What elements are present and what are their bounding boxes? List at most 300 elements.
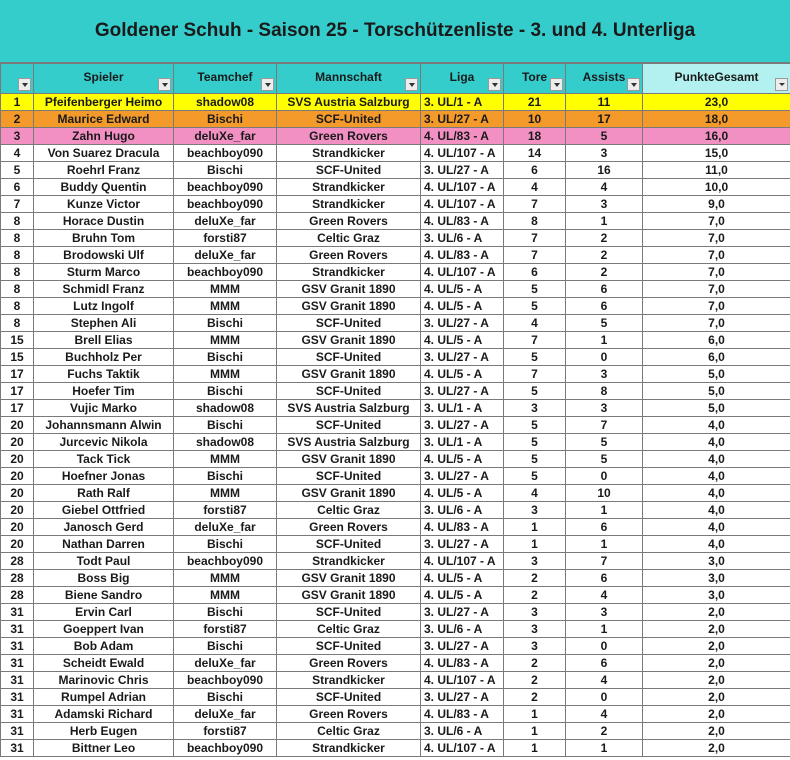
cell-mannschaft[interactable]: Green Rovers bbox=[277, 519, 421, 536]
cell-tore[interactable]: 14 bbox=[504, 145, 566, 162]
cell-punkte[interactable]: 2,0 bbox=[643, 740, 790, 757]
cell-tore[interactable]: 4 bbox=[504, 315, 566, 332]
cell-punkte[interactable]: 2,0 bbox=[643, 621, 790, 638]
cell-liga[interactable]: 3. UL/27 - A bbox=[421, 383, 504, 400]
cell-spieler[interactable]: Roehrl Franz bbox=[34, 162, 174, 179]
cell-punkte[interactable]: 2,0 bbox=[643, 638, 790, 655]
cell-punkte[interactable]: 2,0 bbox=[643, 655, 790, 672]
cell-assists[interactable]: 4 bbox=[566, 587, 643, 604]
cell-tore[interactable]: 7 bbox=[504, 196, 566, 213]
cell-mannschaft[interactable]: Green Rovers bbox=[277, 213, 421, 230]
cell-tore[interactable]: 5 bbox=[504, 417, 566, 434]
cell-assists[interactable]: 7 bbox=[566, 553, 643, 570]
cell-spieler[interactable]: Pfeifenberger Heimo bbox=[34, 94, 174, 111]
cell-teamchef[interactable]: Bischi bbox=[174, 536, 277, 553]
cell-spieler[interactable]: Maurice Edward bbox=[34, 111, 174, 128]
cell-teamchef[interactable]: deluXe_far bbox=[174, 519, 277, 536]
cell-mannschaft[interactable]: SCF-United bbox=[277, 689, 421, 706]
cell-punkte[interactable]: 2,0 bbox=[643, 672, 790, 689]
cell-mannschaft[interactable]: SCF-United bbox=[277, 349, 421, 366]
cell-tore[interactable]: 5 bbox=[504, 349, 566, 366]
cell-assists[interactable]: 16 bbox=[566, 162, 643, 179]
cell-teamchef[interactable]: shadow08 bbox=[174, 400, 277, 417]
cell-tore[interactable]: 3 bbox=[504, 553, 566, 570]
cell-tore[interactable]: 5 bbox=[504, 434, 566, 451]
cell-teamchef[interactable]: shadow08 bbox=[174, 94, 277, 111]
cell-mannschaft[interactable]: SCF-United bbox=[277, 315, 421, 332]
cell-assists[interactable]: 3 bbox=[566, 196, 643, 213]
cell-tore[interactable]: 5 bbox=[504, 281, 566, 298]
cell-tore[interactable]: 7 bbox=[504, 247, 566, 264]
cell-liga[interactable]: 4. UL/5 - A bbox=[421, 451, 504, 468]
cell-mannschaft[interactable]: Green Rovers bbox=[277, 247, 421, 264]
cell-punkte[interactable]: 5,0 bbox=[643, 366, 790, 383]
cell-assists[interactable]: 3 bbox=[566, 145, 643, 162]
cell-rank[interactable]: 7 bbox=[1, 196, 34, 213]
cell-punkte[interactable]: 4,0 bbox=[643, 519, 790, 536]
cell-rank[interactable]: 31 bbox=[1, 689, 34, 706]
cell-spieler[interactable]: Hoefner Jonas bbox=[34, 468, 174, 485]
cell-mannschaft[interactable]: Strandkicker bbox=[277, 179, 421, 196]
cell-spieler[interactable]: Goeppert Ivan bbox=[34, 621, 174, 638]
cell-teamchef[interactable]: MMM bbox=[174, 332, 277, 349]
cell-tore[interactable]: 2 bbox=[504, 672, 566, 689]
cell-liga[interactable]: 4. UL/5 - A bbox=[421, 281, 504, 298]
cell-rank[interactable]: 4 bbox=[1, 145, 34, 162]
cell-assists[interactable]: 1 bbox=[566, 740, 643, 757]
filter-dropdown-icon[interactable] bbox=[261, 78, 274, 91]
cell-rank[interactable]: 20 bbox=[1, 417, 34, 434]
cell-mannschaft[interactable]: SVS Austria Salzburg bbox=[277, 434, 421, 451]
cell-assists[interactable]: 7 bbox=[566, 417, 643, 434]
cell-spieler[interactable]: Herb Eugen bbox=[34, 723, 174, 740]
cell-teamchef[interactable]: deluXe_far bbox=[174, 247, 277, 264]
cell-punkte[interactable]: 7,0 bbox=[643, 264, 790, 281]
cell-liga[interactable]: 4. UL/83 - A bbox=[421, 213, 504, 230]
cell-liga[interactable]: 3. UL/27 - A bbox=[421, 315, 504, 332]
cell-teamchef[interactable]: MMM bbox=[174, 298, 277, 315]
cell-assists[interactable]: 6 bbox=[566, 298, 643, 315]
cell-punkte[interactable]: 7,0 bbox=[643, 281, 790, 298]
cell-teamchef[interactable]: beachboy090 bbox=[174, 672, 277, 689]
cell-spieler[interactable]: Adamski Richard bbox=[34, 706, 174, 723]
cell-mannschaft[interactable]: SCF-United bbox=[277, 383, 421, 400]
cell-mannschaft[interactable]: SCF-United bbox=[277, 604, 421, 621]
cell-spieler[interactable]: Kunze Victor bbox=[34, 196, 174, 213]
cell-mannschaft[interactable]: GSV Granit 1890 bbox=[277, 332, 421, 349]
cell-punkte[interactable]: 4,0 bbox=[643, 502, 790, 519]
cell-assists[interactable]: 0 bbox=[566, 349, 643, 366]
cell-assists[interactable]: 3 bbox=[566, 604, 643, 621]
cell-punkte[interactable]: 15,0 bbox=[643, 145, 790, 162]
cell-liga[interactable]: 4. UL/83 - A bbox=[421, 247, 504, 264]
cell-teamchef[interactable]: Bischi bbox=[174, 111, 277, 128]
cell-tore[interactable]: 1 bbox=[504, 740, 566, 757]
cell-liga[interactable]: 3. UL/6 - A bbox=[421, 723, 504, 740]
cell-teamchef[interactable]: MMM bbox=[174, 281, 277, 298]
cell-liga[interactable]: 4. UL/5 - A bbox=[421, 570, 504, 587]
cell-liga[interactable]: 3. UL/27 - A bbox=[421, 689, 504, 706]
cell-punkte[interactable]: 5,0 bbox=[643, 400, 790, 417]
cell-liga[interactable]: 4. UL/83 - A bbox=[421, 706, 504, 723]
cell-spieler[interactable]: Giebel Ottfried bbox=[34, 502, 174, 519]
filter-dropdown-icon[interactable] bbox=[488, 78, 501, 91]
cell-teamchef[interactable]: Bischi bbox=[174, 604, 277, 621]
cell-spieler[interactable]: Biene Sandro bbox=[34, 587, 174, 604]
cell-rank[interactable]: 8 bbox=[1, 247, 34, 264]
cell-liga[interactable]: 3. UL/1 - A bbox=[421, 400, 504, 417]
cell-liga[interactable]: 3. UL/1 - A bbox=[421, 434, 504, 451]
cell-liga[interactable]: 4. UL/5 - A bbox=[421, 587, 504, 604]
cell-rank[interactable]: 31 bbox=[1, 672, 34, 689]
cell-punkte[interactable]: 3,0 bbox=[643, 553, 790, 570]
cell-liga[interactable]: 3. UL/6 - A bbox=[421, 230, 504, 247]
cell-punkte[interactable]: 6,0 bbox=[643, 349, 790, 366]
filter-dropdown-icon[interactable] bbox=[627, 78, 640, 91]
cell-tore[interactable]: 3 bbox=[504, 400, 566, 417]
cell-assists[interactable]: 1 bbox=[566, 621, 643, 638]
cell-mannschaft[interactable]: Green Rovers bbox=[277, 655, 421, 672]
cell-mannschaft[interactable]: SCF-United bbox=[277, 111, 421, 128]
cell-rank[interactable]: 20 bbox=[1, 451, 34, 468]
cell-rank[interactable]: 5 bbox=[1, 162, 34, 179]
cell-teamchef[interactable]: Bischi bbox=[174, 162, 277, 179]
cell-assists[interactable]: 3 bbox=[566, 400, 643, 417]
cell-rank[interactable]: 20 bbox=[1, 519, 34, 536]
cell-mannschaft[interactable]: GSV Granit 1890 bbox=[277, 298, 421, 315]
cell-teamchef[interactable]: beachboy090 bbox=[174, 553, 277, 570]
cell-mannschaft[interactable]: Celtic Graz bbox=[277, 230, 421, 247]
sort-filter-dropdown-icon[interactable] bbox=[775, 78, 788, 91]
filter-dropdown-icon[interactable] bbox=[550, 78, 563, 91]
cell-rank[interactable]: 31 bbox=[1, 723, 34, 740]
cell-tore[interactable]: 4 bbox=[504, 485, 566, 502]
cell-spieler[interactable]: Ervin Carl bbox=[34, 604, 174, 621]
cell-mannschaft[interactable]: SCF-United bbox=[277, 417, 421, 434]
cell-mannschaft[interactable]: GSV Granit 1890 bbox=[277, 570, 421, 587]
cell-liga[interactable]: 3. UL/27 - A bbox=[421, 417, 504, 434]
cell-assists[interactable]: 1 bbox=[566, 332, 643, 349]
cell-teamchef[interactable]: forsti87 bbox=[174, 723, 277, 740]
cell-tore[interactable]: 3 bbox=[504, 621, 566, 638]
cell-tore[interactable]: 21 bbox=[504, 94, 566, 111]
cell-spieler[interactable]: Tack Tick bbox=[34, 451, 174, 468]
cell-punkte[interactable]: 7,0 bbox=[643, 298, 790, 315]
cell-tore[interactable]: 2 bbox=[504, 587, 566, 604]
cell-rank[interactable]: 28 bbox=[1, 553, 34, 570]
cell-rank[interactable]: 28 bbox=[1, 570, 34, 587]
cell-rank[interactable]: 15 bbox=[1, 349, 34, 366]
cell-rank[interactable]: 31 bbox=[1, 621, 34, 638]
cell-teamchef[interactable]: forsti87 bbox=[174, 621, 277, 638]
cell-spieler[interactable]: Jurcevic Nikola bbox=[34, 434, 174, 451]
cell-assists[interactable]: 1 bbox=[566, 502, 643, 519]
cell-teamchef[interactable]: forsti87 bbox=[174, 502, 277, 519]
cell-tore[interactable]: 7 bbox=[504, 332, 566, 349]
cell-assists[interactable]: 6 bbox=[566, 570, 643, 587]
cell-assists[interactable]: 5 bbox=[566, 451, 643, 468]
cell-tore[interactable]: 5 bbox=[504, 298, 566, 315]
cell-assists[interactable]: 0 bbox=[566, 638, 643, 655]
cell-punkte[interactable]: 6,0 bbox=[643, 332, 790, 349]
cell-spieler[interactable]: Boss Big bbox=[34, 570, 174, 587]
cell-tore[interactable]: 3 bbox=[504, 638, 566, 655]
cell-spieler[interactable]: Rath Ralf bbox=[34, 485, 174, 502]
cell-liga[interactable]: 3. UL/27 - A bbox=[421, 536, 504, 553]
cell-punkte[interactable]: 4,0 bbox=[643, 451, 790, 468]
cell-liga[interactable]: 3. UL/27 - A bbox=[421, 349, 504, 366]
cell-liga[interactable]: 3. UL/27 - A bbox=[421, 638, 504, 655]
cell-liga[interactable]: 4. UL/107 - A bbox=[421, 179, 504, 196]
cell-mannschaft[interactable]: SVS Austria Salzburg bbox=[277, 94, 421, 111]
cell-rank[interactable]: 20 bbox=[1, 536, 34, 553]
cell-liga[interactable]: 4. UL/5 - A bbox=[421, 298, 504, 315]
cell-tore[interactable]: 4 bbox=[504, 179, 566, 196]
cell-tore[interactable]: 7 bbox=[504, 230, 566, 247]
cell-punkte[interactable]: 7,0 bbox=[643, 247, 790, 264]
cell-spieler[interactable]: Vujic Marko bbox=[34, 400, 174, 417]
cell-mannschaft[interactable]: Celtic Graz bbox=[277, 621, 421, 638]
cell-assists[interactable]: 2 bbox=[566, 230, 643, 247]
cell-teamchef[interactable]: beachboy090 bbox=[174, 264, 277, 281]
cell-spieler[interactable]: Hoefer Tim bbox=[34, 383, 174, 400]
cell-mannschaft[interactable]: SCF-United bbox=[277, 536, 421, 553]
cell-mannschaft[interactable]: GSV Granit 1890 bbox=[277, 366, 421, 383]
cell-mannschaft[interactable]: Strandkicker bbox=[277, 672, 421, 689]
cell-assists[interactable]: 6 bbox=[566, 519, 643, 536]
cell-assists[interactable]: 10 bbox=[566, 485, 643, 502]
cell-teamchef[interactable]: Bischi bbox=[174, 315, 277, 332]
cell-punkte[interactable]: 4,0 bbox=[643, 485, 790, 502]
cell-punkte[interactable]: 4,0 bbox=[643, 536, 790, 553]
cell-teamchef[interactable]: beachboy090 bbox=[174, 179, 277, 196]
cell-mannschaft[interactable]: Strandkicker bbox=[277, 145, 421, 162]
cell-rank[interactable]: 17 bbox=[1, 383, 34, 400]
cell-mannschaft[interactable]: SVS Austria Salzburg bbox=[277, 400, 421, 417]
cell-rank[interactable]: 31 bbox=[1, 655, 34, 672]
cell-teamchef[interactable]: MMM bbox=[174, 451, 277, 468]
cell-mannschaft[interactable]: GSV Granit 1890 bbox=[277, 281, 421, 298]
cell-rank[interactable]: 31 bbox=[1, 604, 34, 621]
cell-punkte[interactable]: 3,0 bbox=[643, 570, 790, 587]
cell-rank[interactable]: 8 bbox=[1, 213, 34, 230]
cell-teamchef[interactable]: MMM bbox=[174, 485, 277, 502]
filter-dropdown-icon[interactable] bbox=[18, 78, 31, 91]
cell-assists[interactable]: 0 bbox=[566, 689, 643, 706]
cell-assists[interactable]: 4 bbox=[566, 706, 643, 723]
cell-punkte[interactable]: 16,0 bbox=[643, 128, 790, 145]
cell-spieler[interactable]: Janosch Gerd bbox=[34, 519, 174, 536]
cell-rank[interactable]: 15 bbox=[1, 332, 34, 349]
cell-assists[interactable]: 4 bbox=[566, 179, 643, 196]
cell-assists[interactable]: 2 bbox=[566, 264, 643, 281]
cell-assists[interactable]: 3 bbox=[566, 366, 643, 383]
cell-rank[interactable]: 17 bbox=[1, 366, 34, 383]
cell-tore[interactable]: 5 bbox=[504, 383, 566, 400]
cell-spieler[interactable]: Stephen Ali bbox=[34, 315, 174, 332]
cell-assists[interactable]: 17 bbox=[566, 111, 643, 128]
cell-liga[interactable]: 4. UL/83 - A bbox=[421, 128, 504, 145]
cell-punkte[interactable]: 2,0 bbox=[643, 706, 790, 723]
cell-rank[interactable]: 31 bbox=[1, 638, 34, 655]
cell-punkte[interactable]: 2,0 bbox=[643, 689, 790, 706]
cell-spieler[interactable]: Scheidt Ewald bbox=[34, 655, 174, 672]
cell-liga[interactable]: 4. UL/107 - A bbox=[421, 553, 504, 570]
cell-assists[interactable]: 8 bbox=[566, 383, 643, 400]
cell-mannschaft[interactable]: SCF-United bbox=[277, 468, 421, 485]
cell-tore[interactable]: 1 bbox=[504, 519, 566, 536]
cell-teamchef[interactable]: Bischi bbox=[174, 689, 277, 706]
cell-spieler[interactable]: Brodowski Ulf bbox=[34, 247, 174, 264]
cell-mannschaft[interactable]: GSV Granit 1890 bbox=[277, 485, 421, 502]
cell-punkte[interactable]: 18,0 bbox=[643, 111, 790, 128]
cell-teamchef[interactable]: MMM bbox=[174, 587, 277, 604]
cell-rank[interactable]: 8 bbox=[1, 230, 34, 247]
cell-liga[interactable]: 4. UL/5 - A bbox=[421, 332, 504, 349]
cell-punkte[interactable]: 11,0 bbox=[643, 162, 790, 179]
cell-punkte[interactable]: 4,0 bbox=[643, 434, 790, 451]
cell-spieler[interactable]: Bittner Leo bbox=[34, 740, 174, 757]
cell-tore[interactable]: 2 bbox=[504, 655, 566, 672]
cell-spieler[interactable]: Marinovic Chris bbox=[34, 672, 174, 689]
cell-tore[interactable]: 2 bbox=[504, 689, 566, 706]
cell-punkte[interactable]: 7,0 bbox=[643, 315, 790, 332]
cell-teamchef[interactable]: deluXe_far bbox=[174, 655, 277, 672]
cell-liga[interactable]: 3. UL/1 - A bbox=[421, 94, 504, 111]
cell-tore[interactable]: 18 bbox=[504, 128, 566, 145]
cell-liga[interactable]: 3. UL/6 - A bbox=[421, 621, 504, 638]
cell-rank[interactable]: 8 bbox=[1, 315, 34, 332]
cell-teamchef[interactable]: forsti87 bbox=[174, 230, 277, 247]
cell-liga[interactable]: 4. UL/107 - A bbox=[421, 672, 504, 689]
cell-assists[interactable]: 11 bbox=[566, 94, 643, 111]
cell-rank[interactable]: 31 bbox=[1, 740, 34, 757]
cell-spieler[interactable]: Brell Elias bbox=[34, 332, 174, 349]
cell-tore[interactable]: 6 bbox=[504, 264, 566, 281]
cell-liga[interactable]: 3. UL/27 - A bbox=[421, 111, 504, 128]
cell-spieler[interactable]: Bob Adam bbox=[34, 638, 174, 655]
cell-liga[interactable]: 4. UL/107 - A bbox=[421, 196, 504, 213]
cell-assists[interactable]: 5 bbox=[566, 434, 643, 451]
cell-tore[interactable]: 1 bbox=[504, 536, 566, 553]
cell-spieler[interactable]: Schmidl Franz bbox=[34, 281, 174, 298]
cell-rank[interactable]: 6 bbox=[1, 179, 34, 196]
cell-liga[interactable]: 3. UL/6 - A bbox=[421, 502, 504, 519]
cell-tore[interactable]: 5 bbox=[504, 468, 566, 485]
cell-mannschaft[interactable]: Strandkicker bbox=[277, 740, 421, 757]
cell-liga[interactable]: 4. UL/107 - A bbox=[421, 145, 504, 162]
cell-assists[interactable]: 4 bbox=[566, 672, 643, 689]
cell-rank[interactable]: 3 bbox=[1, 128, 34, 145]
cell-punkte[interactable]: 7,0 bbox=[643, 230, 790, 247]
cell-spieler[interactable]: Lutz Ingolf bbox=[34, 298, 174, 315]
cell-rank[interactable]: 20 bbox=[1, 485, 34, 502]
cell-tore[interactable]: 3 bbox=[504, 502, 566, 519]
cell-teamchef[interactable]: Bischi bbox=[174, 468, 277, 485]
cell-tore[interactable]: 6 bbox=[504, 162, 566, 179]
cell-mannschaft[interactable]: Green Rovers bbox=[277, 128, 421, 145]
cell-spieler[interactable]: Todt Paul bbox=[34, 553, 174, 570]
cell-spieler[interactable]: Buddy Quentin bbox=[34, 179, 174, 196]
cell-mannschaft[interactable]: GSV Granit 1890 bbox=[277, 451, 421, 468]
cell-spieler[interactable]: Von Suarez Dracula bbox=[34, 145, 174, 162]
cell-teamchef[interactable]: MMM bbox=[174, 570, 277, 587]
cell-liga[interactable]: 4. UL/107 - A bbox=[421, 740, 504, 757]
cell-assists[interactable]: 1 bbox=[566, 213, 643, 230]
cell-liga[interactable]: 4. UL/107 - A bbox=[421, 264, 504, 281]
cell-punkte[interactable]: 10,0 bbox=[643, 179, 790, 196]
cell-teamchef[interactable]: shadow08 bbox=[174, 434, 277, 451]
cell-punkte[interactable]: 4,0 bbox=[643, 468, 790, 485]
cell-punkte[interactable]: 2,0 bbox=[643, 723, 790, 740]
cell-teamchef[interactable]: beachboy090 bbox=[174, 740, 277, 757]
cell-punkte[interactable]: 9,0 bbox=[643, 196, 790, 213]
cell-assists[interactable]: 5 bbox=[566, 128, 643, 145]
cell-mannschaft[interactable]: Strandkicker bbox=[277, 553, 421, 570]
cell-spieler[interactable]: Fuchs Taktik bbox=[34, 366, 174, 383]
cell-teamchef[interactable]: MMM bbox=[174, 366, 277, 383]
cell-assists[interactable]: 2 bbox=[566, 723, 643, 740]
filter-dropdown-icon[interactable] bbox=[405, 78, 418, 91]
cell-punkte[interactable]: 4,0 bbox=[643, 417, 790, 434]
cell-punkte[interactable]: 23,0 bbox=[643, 94, 790, 111]
cell-spieler[interactable]: Bruhn Tom bbox=[34, 230, 174, 247]
cell-tore[interactable]: 2 bbox=[504, 570, 566, 587]
cell-mannschaft[interactable]: Green Rovers bbox=[277, 706, 421, 723]
cell-liga[interactable]: 4. UL/83 - A bbox=[421, 519, 504, 536]
cell-tore[interactable]: 1 bbox=[504, 723, 566, 740]
cell-liga[interactable]: 3. UL/27 - A bbox=[421, 468, 504, 485]
cell-rank[interactable]: 20 bbox=[1, 468, 34, 485]
cell-spieler[interactable]: Johannsmann Alwin bbox=[34, 417, 174, 434]
cell-mannschaft[interactable]: SCF-United bbox=[277, 162, 421, 179]
cell-assists[interactable]: 6 bbox=[566, 655, 643, 672]
cell-spieler[interactable]: Sturm Marco bbox=[34, 264, 174, 281]
cell-mannschaft[interactable]: Celtic Graz bbox=[277, 502, 421, 519]
cell-rank[interactable]: 20 bbox=[1, 502, 34, 519]
cell-teamchef[interactable]: Bischi bbox=[174, 383, 277, 400]
cell-punkte[interactable]: 3,0 bbox=[643, 587, 790, 604]
cell-mannschaft[interactable]: Celtic Graz bbox=[277, 723, 421, 740]
cell-tore[interactable]: 10 bbox=[504, 111, 566, 128]
cell-punkte[interactable]: 5,0 bbox=[643, 383, 790, 400]
cell-mannschaft[interactable]: Strandkicker bbox=[277, 264, 421, 281]
cell-mannschaft[interactable]: Strandkicker bbox=[277, 196, 421, 213]
cell-spieler[interactable]: Nathan Darren bbox=[34, 536, 174, 553]
cell-teamchef[interactable]: beachboy090 bbox=[174, 145, 277, 162]
cell-spieler[interactable]: Buchholz Per bbox=[34, 349, 174, 366]
cell-rank[interactable]: 8 bbox=[1, 281, 34, 298]
cell-rank[interactable]: 28 bbox=[1, 587, 34, 604]
cell-teamchef[interactable]: beachboy090 bbox=[174, 196, 277, 213]
cell-teamchef[interactable]: Bischi bbox=[174, 638, 277, 655]
cell-teamchef[interactable]: Bischi bbox=[174, 417, 277, 434]
cell-liga[interactable]: 4. UL/5 - A bbox=[421, 366, 504, 383]
cell-liga[interactable]: 3. UL/27 - A bbox=[421, 604, 504, 621]
cell-assists[interactable]: 6 bbox=[566, 281, 643, 298]
cell-teamchef[interactable]: deluXe_far bbox=[174, 128, 277, 145]
cell-assists[interactable]: 5 bbox=[566, 315, 643, 332]
cell-liga[interactable]: 4. UL/83 - A bbox=[421, 655, 504, 672]
cell-rank[interactable]: 20 bbox=[1, 434, 34, 451]
cell-teamchef[interactable]: deluXe_far bbox=[174, 706, 277, 723]
cell-mannschaft[interactable]: SCF-United bbox=[277, 638, 421, 655]
cell-liga[interactable]: 4. UL/5 - A bbox=[421, 485, 504, 502]
cell-spieler[interactable]: Horace Dustin bbox=[34, 213, 174, 230]
cell-rank[interactable]: 1 bbox=[1, 94, 34, 111]
cell-punkte[interactable]: 2,0 bbox=[643, 604, 790, 621]
cell-rank[interactable]: 8 bbox=[1, 264, 34, 281]
